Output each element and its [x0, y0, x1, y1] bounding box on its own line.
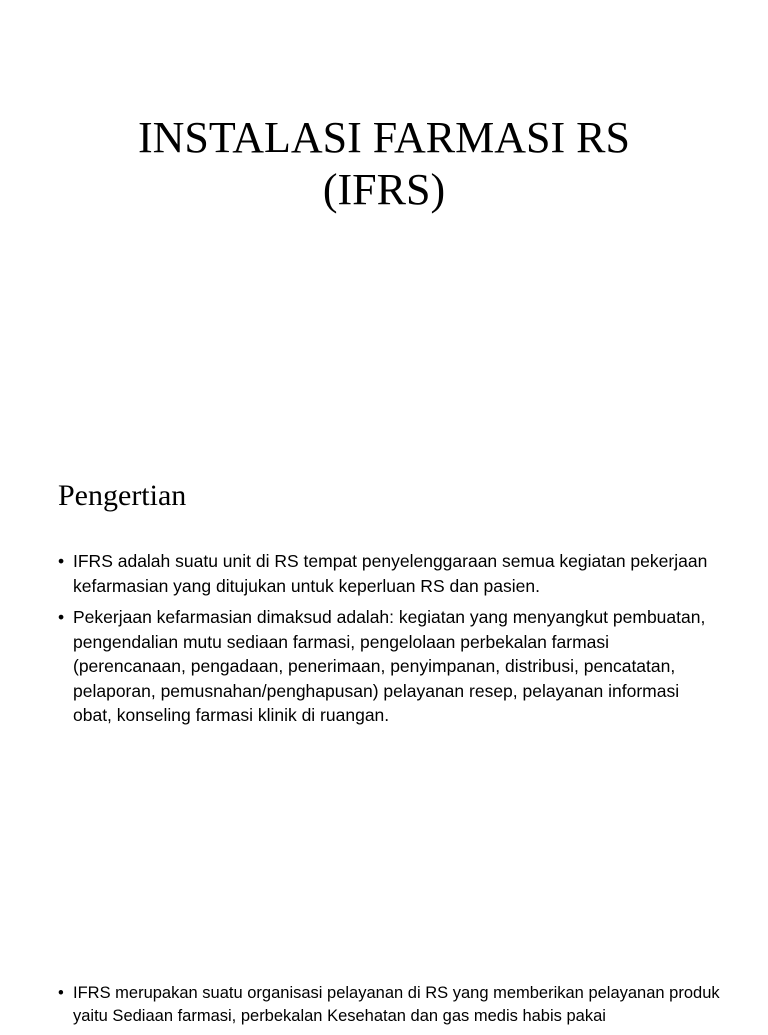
bullet-dot-icon: • [58, 984, 64, 1002]
bullet-text: Pekerjaan kefarmasian dimaksud adalah: kegiatan yang menyangkut pembuatan, pengendalian mutu sediaan farmasi, pengelolaan perbekalan farmasi (perencanaan, pengadaan, penerimaan, penyimpanan, distribusi, pencatatan, pelaporan, pemusnahan/penghapusan) pelayanan resep, pelayanan informasi obat, konseling farmasi klinik di ruangan. [73, 607, 706, 725]
bullet-item [58, 549, 718, 598]
bullet-dot-icon: • [58, 551, 65, 571]
bullet-list [58, 549, 718, 735]
slide-title-line-1: INSTALASI FARMASI RS [138, 113, 630, 162]
bullet-list-next-slide [58, 982, 758, 1035]
section-heading: Pengertian [58, 479, 187, 512]
bullet-item [58, 982, 758, 1028]
bullet-dot-icon: • [58, 607, 65, 627]
bullet-text: IFRS merupakan suatu organisasi pelayanan di RS yang memberikan pelayanan produk yaitu Sediaan farmasi, perbekalan Kesehatan dan gas medis habis pakai [73, 984, 720, 1025]
slide-title-line-2: (IFRS) [322, 165, 446, 214]
bullet-item [58, 605, 718, 728]
bullet-text: IFRS adalah suatu unit di RS tempat penyelenggaraan semua kegiatan pekerjaan kefarmasian yang ditujukan untuk keperluan RS dan pasien. [73, 551, 708, 596]
slide-title [0, 112, 768, 216]
